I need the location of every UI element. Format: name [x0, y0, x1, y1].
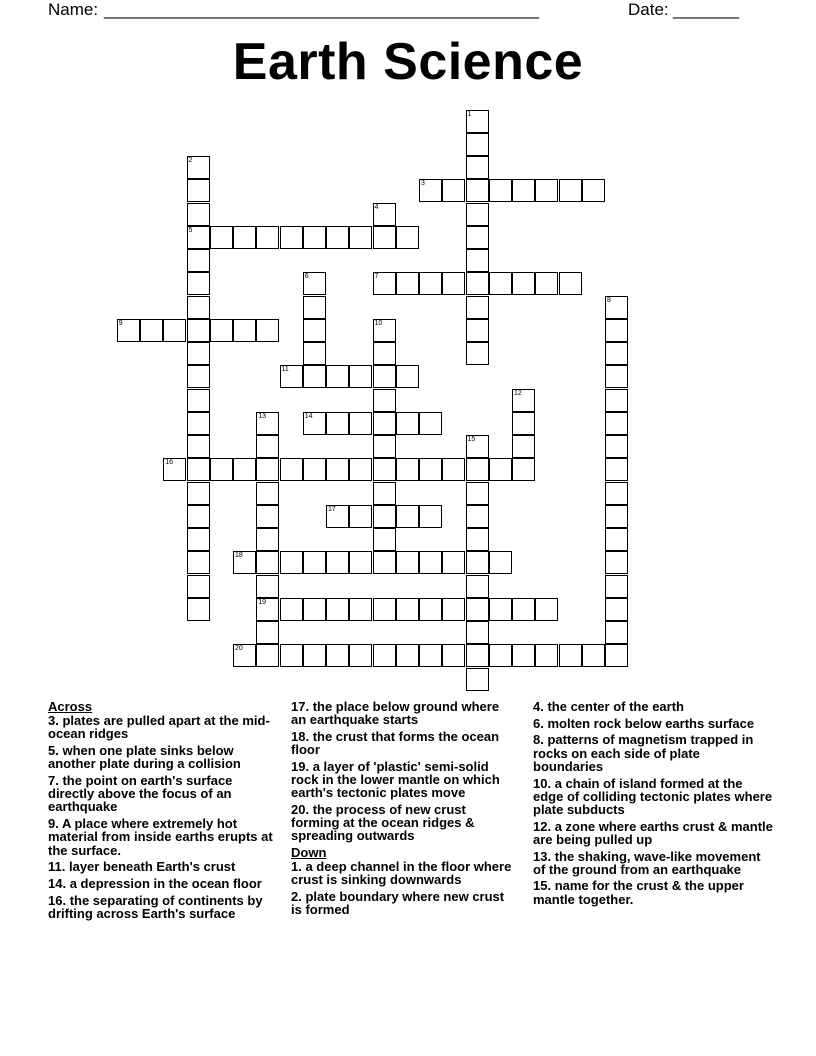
- clue-number: 14: [304, 412, 313, 420]
- grid-cell[interactable]: [233, 319, 256, 342]
- clue-number: 2: [188, 157, 193, 164]
- grid-cell[interactable]: [373, 551, 396, 574]
- clue-item: [533, 717, 773, 730]
- grid-cell[interactable]: [140, 319, 163, 342]
- grid-cell[interactable]: [605, 435, 628, 458]
- grid-cell[interactable]: [559, 272, 582, 295]
- grid-cell[interactable]: [419, 505, 442, 528]
- grid-cell[interactable]: [466, 342, 489, 365]
- grid-cell[interactable]: [605, 551, 628, 574]
- grid-cell[interactable]: [466, 179, 489, 202]
- grid-cell[interactable]: [187, 505, 210, 528]
- clue-item-text: molten rock below earths surface: [543, 715, 755, 731]
- grid-cell[interactable]: [466, 203, 489, 226]
- clue-item-text: name for the crust & the upper mantle together.: [533, 878, 744, 907]
- grid-cell[interactable]: [187, 342, 210, 365]
- clue-number: 13: [258, 412, 267, 420]
- grid-cell[interactable]: [210, 319, 233, 342]
- grid-cell[interactable]: [466, 598, 489, 621]
- clue-item-text: layer beneath Earth's crust: [65, 859, 236, 875]
- grid-cell[interactable]: [349, 644, 372, 667]
- clue-number: 10: [374, 319, 383, 327]
- grid-cell[interactable]: [280, 598, 303, 621]
- grid-cell[interactable]: [605, 458, 628, 481]
- clue-number: 15: [467, 436, 476, 443]
- grid-cell[interactable]: [187, 435, 210, 458]
- grid-cell[interactable]: [442, 644, 465, 667]
- grid-cell[interactable]: [396, 458, 419, 481]
- grid-cell[interactable]: [535, 644, 558, 667]
- grid-cell[interactable]: [233, 644, 256, 667]
- grid-cell[interactable]: [396, 505, 419, 528]
- grid-cell[interactable]: [419, 598, 442, 621]
- grid-cell[interactable]: [512, 598, 535, 621]
- clue-item-number: 4.: [533, 699, 544, 714]
- clue-number: 1: [467, 110, 472, 118]
- grid-cell[interactable]: [303, 296, 326, 319]
- grid-cell[interactable]: [210, 226, 233, 249]
- clue-item: [291, 700, 517, 726]
- grid-cell[interactable]: [187, 482, 210, 505]
- clue-number: 7: [374, 273, 379, 281]
- grid-cell[interactable]: [466, 668, 489, 691]
- grid-cell[interactable]: [396, 551, 419, 574]
- grid-cell[interactable]: [210, 458, 233, 481]
- grid-cell[interactable]: [512, 179, 535, 202]
- grid-cell[interactable]: [187, 528, 210, 551]
- clue-item: [533, 879, 773, 905]
- clue-item: [48, 714, 274, 740]
- grid-cell[interactable]: [349, 598, 372, 621]
- clue-item-number: 16.: [48, 892, 67, 908]
- grid-cell[interactable]: [256, 412, 279, 435]
- clue-number: 6: [304, 273, 309, 281]
- grid-cell[interactable]: [163, 458, 186, 481]
- grid-cell[interactable]: [419, 272, 442, 295]
- clue-number: 9: [118, 319, 123, 327]
- grid-cell[interactable]: [605, 598, 628, 621]
- grid-cell[interactable]: [489, 598, 512, 621]
- clue-item-text: the center of the earth: [543, 699, 684, 714]
- grid-cell[interactable]: [303, 319, 326, 342]
- grid-cell[interactable]: [373, 412, 396, 435]
- clue-item: [291, 890, 517, 916]
- clue-item-text: a chain of island formed at the edge of colliding tectonic plates where plate subducts: [533, 775, 773, 817]
- clue-item-text: patterns of magnetism trapped in rocks on each side of plate boundaries: [533, 732, 754, 774]
- grid-cell[interactable]: [373, 644, 396, 667]
- clue-item-text: when one plate sinks below another plate during a collision: [48, 743, 241, 772]
- grid-cell[interactable]: [466, 575, 489, 598]
- grid-cell[interactable]: [187, 365, 210, 388]
- clue-item-number: 20.: [291, 801, 310, 817]
- clue-item-number: 10.: [533, 775, 552, 791]
- grid-cell[interactable]: [373, 226, 396, 249]
- grid-cell[interactable]: [303, 272, 326, 295]
- clue-item: [291, 730, 517, 756]
- clue-item-number: 12.: [533, 818, 552, 834]
- grid-cell[interactable]: [373, 389, 396, 412]
- clue-item-text: plates are pulled apart at the mid-ocean ridges: [48, 713, 270, 742]
- grid-cell[interactable]: [373, 365, 396, 388]
- grid-cell[interactable]: [559, 179, 582, 202]
- grid-cell[interactable]: [512, 644, 535, 667]
- grid-cell[interactable]: [396, 412, 419, 435]
- clue-item-text: the separating of continents by drifting across Earth's surface: [48, 892, 263, 921]
- grid-cell[interactable]: [280, 226, 303, 249]
- across-clue-list-continued: [291, 700, 517, 843]
- clue-item-text: the process of new crust forming at the ocean ridges & spreading outwards: [291, 801, 475, 844]
- name-field-line[interactable]: ______________________________________________: [104, 0, 539, 19]
- clue-number: 5: [188, 226, 193, 234]
- grid-cell[interactable]: [466, 156, 489, 179]
- grid-cell[interactable]: [605, 389, 628, 412]
- grid-cell[interactable]: [605, 482, 628, 505]
- grid-cell[interactable]: [280, 458, 303, 481]
- grid-cell[interactable]: [187, 296, 210, 319]
- clue-number: 4: [374, 203, 379, 211]
- clue-number: 8: [607, 296, 611, 304]
- grid-cell[interactable]: [466, 644, 489, 667]
- grid-cell[interactable]: [187, 203, 210, 226]
- clue-item-text: A place where extremely hot material from inside earths erupts at the surface.: [48, 816, 273, 858]
- grid-cell[interactable]: [489, 551, 512, 574]
- clue-item-number: 13.: [533, 848, 552, 864]
- grid-cell[interactable]: [442, 458, 465, 481]
- grid-cell[interactable]: [466, 226, 489, 249]
- clue-item: [48, 774, 274, 814]
- grid-cell[interactable]: [303, 365, 326, 388]
- grid-cell[interactable]: [326, 365, 349, 388]
- clues-column-2: [291, 700, 517, 920]
- grid-cell[interactable]: [489, 644, 512, 667]
- grid-cell[interactable]: [373, 319, 396, 342]
- grid-cell[interactable]: [256, 551, 279, 574]
- grid-cell[interactable]: [605, 412, 628, 435]
- clue-number: 16: [165, 459, 174, 467]
- grid-cell[interactable]: [466, 272, 489, 295]
- clue-number: 3: [421, 180, 425, 188]
- grid-cell[interactable]: [303, 226, 326, 249]
- grid-cell[interactable]: [187, 226, 210, 249]
- clue-item-number: 2.: [291, 889, 302, 905]
- grid-cell[interactable]: [373, 435, 396, 458]
- grid-cell[interactable]: [466, 551, 489, 574]
- grid-cell[interactable]: [605, 365, 628, 388]
- grid-cell[interactable]: [233, 551, 256, 574]
- grid-cell[interactable]: [187, 319, 210, 342]
- grid-cell[interactable]: [605, 621, 628, 644]
- grid-cell[interactable]: [512, 412, 535, 435]
- clue-item: [48, 817, 274, 857]
- grid-cell[interactable]: [373, 342, 396, 365]
- grid-cell[interactable]: [187, 598, 210, 621]
- grid-cell[interactable]: [373, 458, 396, 481]
- grid-cell[interactable]: [466, 621, 489, 644]
- grid-cell[interactable]: [442, 598, 465, 621]
- grid-cell[interactable]: [373, 598, 396, 621]
- grid-cell[interactable]: [582, 644, 605, 667]
- clue-item-number: 9.: [48, 816, 59, 832]
- grid-cell[interactable]: [512, 272, 535, 295]
- grid-cell[interactable]: [419, 458, 442, 481]
- across-heading: Across: [48, 699, 93, 714]
- clue-number: 19: [258, 598, 267, 606]
- grid-cell[interactable]: [256, 528, 279, 551]
- down-clue-list: [291, 860, 517, 916]
- grid-cell[interactable]: [187, 272, 210, 295]
- clue-item: [48, 744, 274, 770]
- grid-cell[interactable]: [512, 389, 535, 412]
- grid-cell[interactable]: [419, 179, 442, 202]
- clue-item-text: the crust that forms the ocean floor: [291, 728, 500, 758]
- grid-cell[interactable]: [605, 505, 628, 528]
- clue-item-number: 5.: [48, 743, 59, 759]
- grid-cell[interactable]: [187, 575, 210, 598]
- grid-cell[interactable]: [187, 551, 210, 574]
- clue-number: 11: [281, 366, 289, 374]
- grid-cell[interactable]: [349, 551, 372, 574]
- grid-cell[interactable]: [466, 435, 489, 458]
- grid-cell[interactable]: [582, 179, 605, 202]
- grid-cell[interactable]: [349, 226, 372, 249]
- grid-cell[interactable]: [605, 528, 628, 551]
- clue-number: 17: [328, 505, 336, 513]
- clue-item: [533, 733, 773, 773]
- grid-cell[interactable]: [256, 482, 279, 505]
- grid-cell[interactable]: [559, 644, 582, 667]
- clue-item-number: 11.: [48, 859, 66, 875]
- clue-number: 12: [514, 389, 522, 397]
- grid-cell[interactable]: [187, 458, 210, 481]
- grid-cell[interactable]: [256, 621, 279, 644]
- grid-cell[interactable]: [466, 528, 489, 551]
- grid-cell[interactable]: [373, 272, 396, 295]
- clue-item: [533, 850, 773, 876]
- clue-item-number: 18.: [291, 728, 310, 744]
- grid-cell[interactable]: [256, 575, 279, 598]
- grid-cell[interactable]: [303, 598, 326, 621]
- grid-cell[interactable]: [466, 249, 489, 272]
- grid-cell[interactable]: [466, 505, 489, 528]
- grid-cell[interactable]: [303, 412, 326, 435]
- clue-item-text: a zone where earths crust & mantle are being pulled up: [533, 818, 773, 847]
- grid-cell[interactable]: [349, 365, 372, 388]
- grid-cell[interactable]: [280, 644, 303, 667]
- grid-cell[interactable]: [187, 412, 210, 435]
- grid-cell[interactable]: [163, 319, 186, 342]
- grid-cell[interactable]: [442, 551, 465, 574]
- clue-item-number: 6.: [533, 715, 544, 731]
- clues-column-3: [533, 700, 773, 909]
- clue-item: [48, 860, 274, 873]
- down-clue-list-continued: [533, 700, 773, 906]
- clue-item-number: 15.: [533, 878, 552, 894]
- grid-cell[interactable]: [535, 179, 558, 202]
- grid-cell[interactable]: [419, 551, 442, 574]
- grid-cell[interactable]: [396, 272, 419, 295]
- grid-cell[interactable]: [442, 179, 465, 202]
- grid-cell[interactable]: [466, 482, 489, 505]
- clue-item: [533, 700, 773, 713]
- clue-item-number: 1.: [291, 859, 302, 875]
- grid-cell[interactable]: [373, 203, 396, 226]
- grid-cell[interactable]: [466, 296, 489, 319]
- grid-cell[interactable]: [489, 179, 512, 202]
- clue-item-text: a layer of 'plastic' semi-solid rock in the lower mantle on which earth's tectonic plates move: [291, 758, 500, 801]
- clue-item: [291, 760, 517, 800]
- grid-cell[interactable]: [303, 551, 326, 574]
- grid-cell[interactable]: [605, 296, 628, 319]
- clue-number: 20: [235, 645, 243, 653]
- clue-item-number: 8.: [533, 732, 544, 748]
- down-heading: Down: [291, 845, 327, 861]
- grid-cell[interactable]: [373, 505, 396, 528]
- grid-cell[interactable]: [419, 644, 442, 667]
- grid-cell[interactable]: [535, 598, 558, 621]
- clue-item-text: a deep channel in the floor where crust is sinking downwards: [291, 859, 512, 888]
- grid-cell[interactable]: [187, 249, 210, 272]
- grid-cell[interactable]: [326, 412, 349, 435]
- grid-cell[interactable]: [326, 644, 349, 667]
- clue-item-number: 3.: [48, 713, 59, 729]
- grid-cell[interactable]: [373, 528, 396, 551]
- grid-cell[interactable]: [396, 365, 419, 388]
- clue-number: 18: [235, 552, 243, 560]
- grid-cell[interactable]: [442, 272, 465, 295]
- grid-cell[interactable]: [256, 435, 279, 458]
- grid-cell[interactable]: [396, 226, 419, 249]
- grid-cell[interactable]: [605, 575, 628, 598]
- grid-cell[interactable]: [256, 644, 279, 667]
- grid-cell[interactable]: [419, 412, 442, 435]
- clue-item: [291, 803, 517, 843]
- grid-cell[interactable]: [489, 458, 512, 481]
- grid-cell[interactable]: [512, 458, 535, 481]
- page-title: Earth Science: [232, 33, 584, 91]
- grid-cell[interactable]: [466, 133, 489, 156]
- clue-item: [48, 894, 274, 920]
- clue-item-number: 17.: [291, 699, 310, 714]
- grid-cell[interactable]: [187, 389, 210, 412]
- grid-cell[interactable]: [396, 598, 419, 621]
- grid-cell[interactable]: [256, 505, 279, 528]
- clue-item-text: the point on earth's surface directly above the focus of an earthquake: [48, 773, 233, 815]
- grid-cell[interactable]: [256, 458, 279, 481]
- grid-cell[interactable]: [466, 110, 489, 133]
- grid-cell[interactable]: [512, 435, 535, 458]
- grid-cell[interactable]: [280, 551, 303, 574]
- grid-cell[interactable]: [605, 319, 628, 342]
- grid-cell[interactable]: [326, 226, 349, 249]
- grid-cell[interactable]: [466, 319, 489, 342]
- grid-cell[interactable]: [117, 319, 140, 342]
- grid-cell[interactable]: [396, 644, 419, 667]
- clue-item-number: 7.: [48, 773, 59, 789]
- grid-cell[interactable]: [303, 458, 326, 481]
- grid-cell[interactable]: [256, 226, 279, 249]
- grid-cell[interactable]: [187, 179, 210, 202]
- clue-item-text: plate boundary where new crust is formed: [291, 889, 505, 918]
- clue-item-number: 14.: [48, 875, 67, 891]
- grid-cell[interactable]: [187, 156, 210, 179]
- date-field-line[interactable]: _______: [673, 0, 740, 19]
- grid-cell[interactable]: [605, 342, 628, 365]
- grid-cell[interactable]: [605, 644, 628, 667]
- grid-cell[interactable]: [349, 505, 372, 528]
- grid-cell[interactable]: [349, 458, 372, 481]
- grid-cell[interactable]: [349, 412, 372, 435]
- grid-cell[interactable]: [466, 458, 489, 481]
- clue-item: [291, 860, 517, 886]
- clue-item-text: the shaking, wave-like movement of the ground from an earthquake: [533, 848, 761, 877]
- grid-cell[interactable]: [280, 365, 303, 388]
- clues-column-1: [48, 700, 274, 924]
- grid-cell[interactable]: [256, 598, 279, 621]
- grid-cell[interactable]: [489, 272, 512, 295]
- clue-item-text: the place below ground where an earthquake starts: [291, 699, 500, 728]
- grid-cell[interactable]: [326, 505, 349, 528]
- name-label: Name:: [48, 0, 99, 19]
- grid-cell[interactable]: [373, 482, 396, 505]
- grid-cell[interactable]: [326, 458, 349, 481]
- clue-item-text: a depression in the ocean floor: [66, 875, 262, 891]
- grid-cell[interactable]: [535, 272, 558, 295]
- grid-cell[interactable]: [256, 319, 279, 342]
- grid-cell[interactable]: [303, 644, 326, 667]
- clue-item-number: 19.: [291, 758, 310, 774]
- grid-cell[interactable]: [233, 226, 256, 249]
- date-label: Date:: [628, 0, 669, 19]
- grid-cell[interactable]: [326, 598, 349, 621]
- grid-cell[interactable]: [303, 342, 326, 365]
- grid-cell[interactable]: [326, 551, 349, 574]
- across-clue-list: [48, 714, 274, 920]
- clue-item: [533, 820, 773, 846]
- clue-item: [48, 877, 274, 890]
- clue-item: [533, 777, 773, 817]
- grid-cell[interactable]: [233, 458, 256, 481]
